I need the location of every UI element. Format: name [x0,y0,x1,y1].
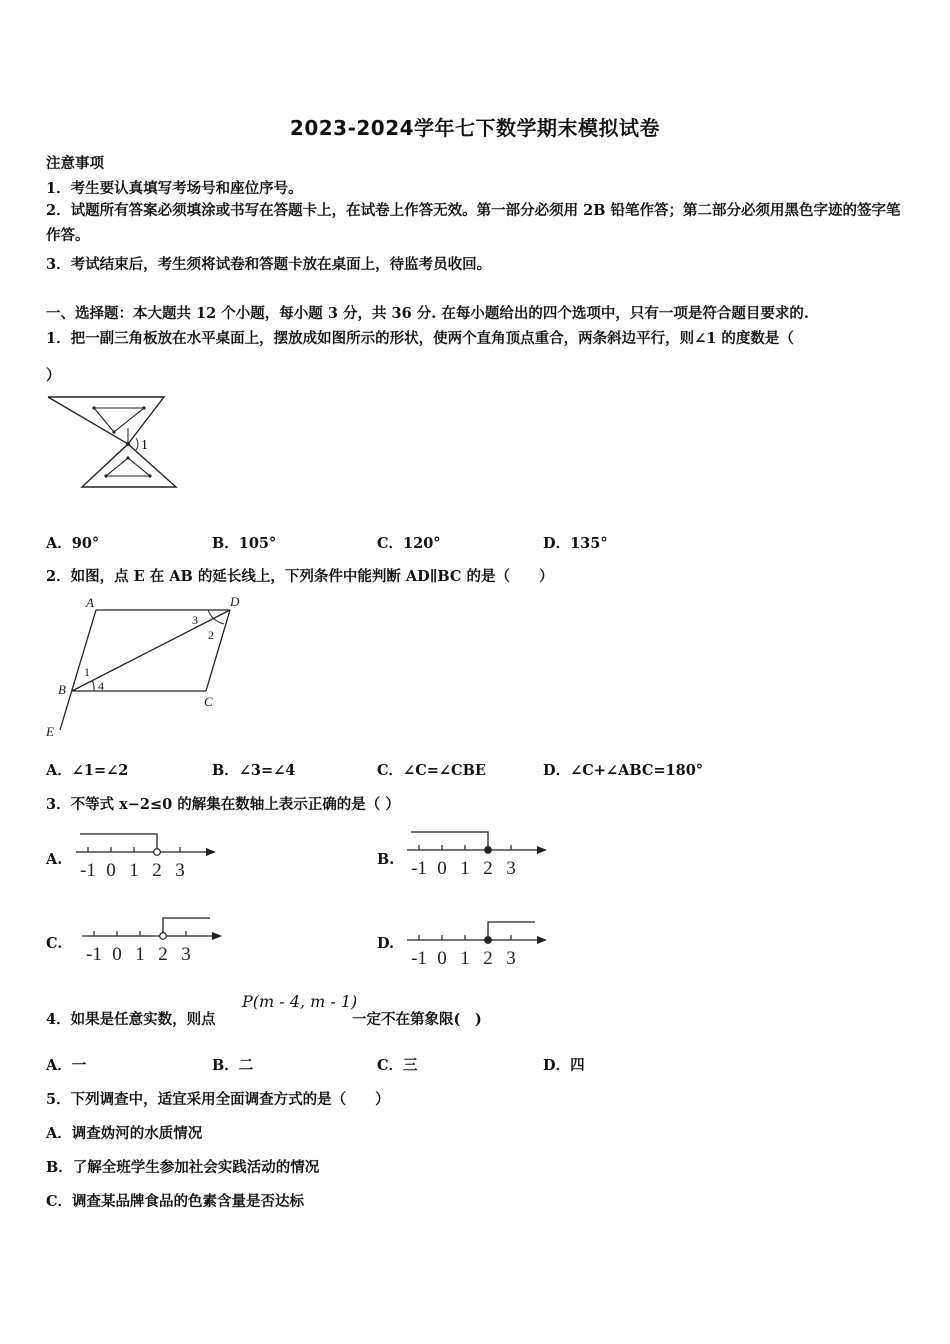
q4-option-d[interactable]: D．四 [543,1057,585,1074]
notice-item-1: 1．考生要认真填写考场号和座位序号。 [46,180,303,197]
q2-angle-3: 3 [192,613,198,627]
tick-label: -1 [86,944,102,965]
q2-label-c: C [204,694,213,709]
tick-label: 0 [437,948,447,969]
tick-label: 2 [483,948,493,969]
tick-label: 2 [483,858,493,879]
section-heading: 一、选择题：本大题共 12 个小题，每小题 3 分，共 36 分. 在每小题给出的四个选项中，只有一项是符合题目要求的. [46,305,809,322]
q1-figure [44,392,184,494]
axis-arrow [537,846,547,854]
axis-arrow [537,936,547,944]
axis-arrow [206,848,216,856]
open-endpoint [160,933,167,940]
q2-option-b[interactable]: B．∠3=∠4 [212,762,296,779]
page-title: 2023-2024学年七下数学期末模拟试卷 [289,116,661,140]
q3-stem: 3．不等式 x−2≤0 的解集在数轴上表示正确的是（ ） [46,796,400,813]
q2-stem: 2．如图，点 E 在 AB 的延长线上，下列条件中能判断 AD∥BC 的是（ ） [46,568,554,585]
q4-point: P(m - 4, m - 1) [242,992,358,1011]
axis-arrow [212,932,222,940]
q2-angle-2: 2 [208,628,214,642]
tick-label: 1 [460,948,470,969]
q1-option-d[interactable]: D．135° [543,535,608,552]
q1-stem-end: ） [46,367,61,384]
q4-stem-before: 4．如果是任意实数，则点 [46,1011,216,1028]
tick-label: 0 [112,944,122,965]
tick-label: 3 [506,948,516,969]
tick-label: -1 [411,948,427,969]
tick-label: 0 [106,860,116,881]
q2-option-a[interactable]: A．∠1=∠2 [46,762,129,779]
tick-label: -1 [80,860,96,881]
q1-option-a[interactable]: A．90° [46,535,100,552]
q2-label-e: E [46,724,54,739]
q1-option-c[interactable]: C．120° [377,535,441,552]
notice-heading: 注意事项 [46,155,104,172]
q3-numberline-a [74,826,239,884]
q5-option-a[interactable]: A．调查妫河的水质情况 [46,1125,203,1142]
q3-numberline-d [405,914,570,972]
closed-endpoint [485,847,492,854]
q2-angle-1: 1 [84,665,90,679]
tick-label: 3 [175,860,185,881]
q4-stem-after: 一定不在第象限( ) [352,1011,482,1028]
tick-label: 2 [152,860,162,881]
q3-option-b[interactable]: B. [377,851,395,868]
q2-line-ae [60,610,96,730]
notice-item-3: 3．考试结束后，考生须将试卷和答题卡放在桌面上，待监考员收回。 [46,256,492,273]
q3-option-a[interactable]: A. [46,851,63,868]
closed-endpoint [485,937,492,944]
tick-label: -1 [411,858,427,879]
q3-numberline-b [405,824,570,882]
solution-ray [80,834,157,852]
q1-top-triangle [48,397,164,444]
q3-option-c[interactable]: C. [46,935,63,952]
q1-stem: 1．把一副三角板放在水平桌面上，摆放成如图所示的形状，使两个直角顶点重合，两条斜边平行，则∠1 的度数是（ [46,330,794,347]
q2-label-a: A [86,595,94,610]
notice-item-2: 2．试题所有答案必须填涂或书写在答题卡上，在试卷上作答无效。第一部分必须用 2B 铅笔作答；第二部分必须用黑色字迹的签字笔作答。 [46,202,901,244]
tick-label: 2 [158,944,168,965]
q3-option-d[interactable]: D. [377,935,395,952]
q1-angle-label: 1 [141,438,148,453]
tick-label: 3 [506,858,516,879]
q2-option-c[interactable]: C．∠C=∠CBE [377,762,486,779]
solution-ray [411,832,488,850]
q1-bottom-triangle [82,444,176,487]
tick-label: 1 [129,860,139,881]
q1-inner-bottom-triangle [106,458,150,476]
q1-option-b[interactable]: B．105° [212,535,277,552]
tick-label: 1 [460,858,470,879]
q5-option-b[interactable]: B．了解全班学生参加社会实践活动的情况 [46,1159,320,1176]
q3-numberline-c [80,910,245,968]
q4-option-c[interactable]: C．三 [377,1057,418,1074]
q2-figure [40,590,250,742]
tick-label: 3 [181,944,191,965]
q2-label-d: D [230,594,240,609]
q2-option-d[interactable]: D．∠C+∠ABC=180° [543,762,704,779]
q4-option-a[interactable]: A．一 [46,1057,87,1074]
q2-label-b: B [58,682,66,697]
q5-stem: 5．下列调查中，适宜采用全面调查方式的是（ ） [46,1091,390,1108]
tick-label: 0 [437,858,447,879]
q4-option-b[interactable]: B．二 [212,1057,254,1074]
open-endpoint [154,849,161,856]
tick-label: 1 [135,944,145,965]
q5-option-c[interactable]: C．调查某品牌食品的色素含量是否达标 [46,1193,305,1210]
q2-diagonal-bd [72,610,230,691]
q2-angle-4: 4 [98,679,104,693]
